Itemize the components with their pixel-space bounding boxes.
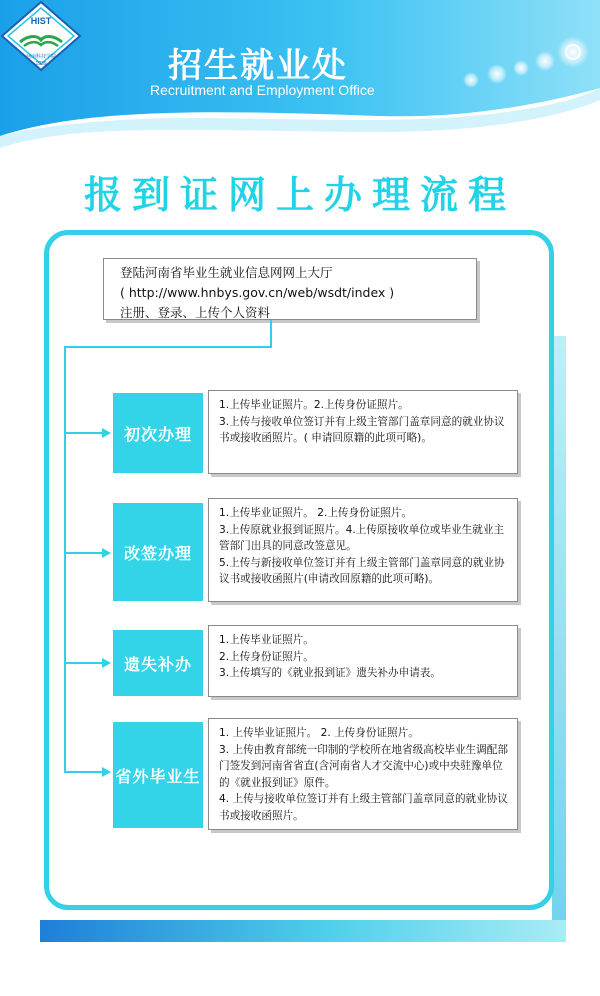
department-subtitle: Recruitment and Employment Office	[150, 82, 375, 98]
intro-line-url: ( http://www.hnbys.gov.cn/web/wsdt/index )	[120, 285, 395, 300]
step-details-first-time	[208, 390, 518, 474]
step-line: 1. 上传毕业证照片。 2. 上传身份证照片。	[219, 727, 419, 739]
step-label-first-time: 初次办理	[113, 393, 203, 473]
panel-shadow-bottom	[40, 920, 566, 942]
school-logo	[0, 0, 82, 72]
step-label-revision: 改签办理	[113, 503, 203, 601]
intro-box	[103, 258, 477, 320]
step-line: 4. 上传与接收单位签订并有上级主管部门盖章同意的就业协议书或接收函照片。	[219, 793, 508, 822]
step-line: 3.上传与接收单位签订并有上级主管部门盖章同意的就业协议书或接收函照片。( 申请回原籍的此项可略)。	[219, 415, 505, 444]
step-details-lost-replacement	[208, 625, 518, 697]
step-details-out-of-province	[208, 718, 518, 830]
step-label-lost-replacement: 遗失补办	[113, 630, 203, 696]
step-line: 1.上传毕业证照片。	[219, 634, 314, 646]
step-line: 2.上传身份证照片。	[219, 650, 314, 663]
step-line: 3.上传原就业报到证照片。4.上传原接收单位或毕业生就业主管部门出具的同意改签意见。	[219, 523, 505, 552]
step-line: 3.上传填写的《就业报到证》遗失补办申请表。	[219, 667, 441, 679]
arrow-icon	[102, 767, 111, 777]
logo-text: HIST	[30, 16, 52, 26]
connector-vertical	[64, 346, 66, 772]
step-line: 1.上传毕业证照片。 2.上传身份证照片。	[219, 507, 413, 519]
panel-shadow-right	[552, 336, 566, 932]
arrow-icon	[102, 428, 111, 438]
header-banner	[0, 0, 600, 160]
step-label-out-of-province: 省外毕业生	[113, 722, 203, 828]
connector-branch-2	[64, 552, 104, 554]
logo-year: 1939	[35, 61, 47, 67]
step-line: 1.上传毕业证照片。2.上传身份证照片。	[219, 399, 409, 411]
intro-line-1: 登陆河南省毕业生就业信息网网上大厅	[120, 265, 333, 280]
connector-branch-1	[64, 432, 104, 434]
connector-branch-4	[64, 771, 104, 773]
connector-drop	[270, 320, 272, 348]
arrow-icon	[102, 658, 111, 668]
page-title: 报到证网上办理流程	[83, 173, 516, 217]
step-details-revision	[208, 498, 518, 602]
intro-line-3: 注册、登录、上传个人资料	[120, 305, 271, 320]
department-title: 招生就业处	[168, 46, 348, 86]
svg-text:河南科技学院: 河南科技学院	[25, 54, 57, 60]
step-line: 3. 上传由教育部统一印制的学校所在地省级高校毕业生调配部门签发到河南省省直(含河南省人才交流中心)或中央驻豫单位的《就业报到证》原件。	[219, 743, 508, 789]
arrow-icon	[102, 548, 111, 558]
connector-top	[64, 346, 272, 348]
connector-branch-3	[64, 662, 104, 664]
step-line: 5.上传与新接收单位签订并有上级主管部门盖章同意的就业协议书或接收函照片(申请改回原籍的此项可略)。	[219, 556, 505, 585]
